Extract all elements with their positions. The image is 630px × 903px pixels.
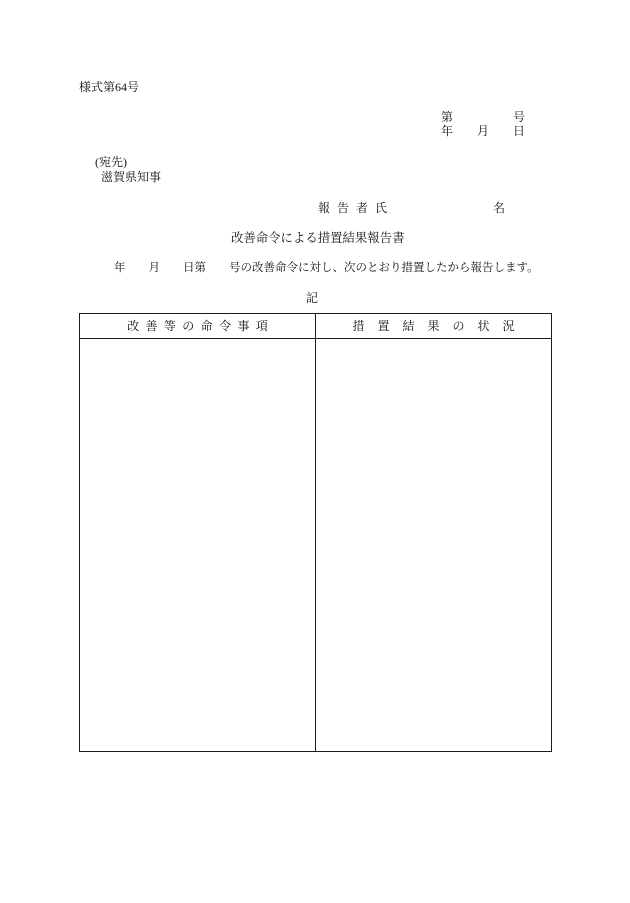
report-statement: 年 月 日第 号の改善命令に対し、次のとおり措置したから報告します。 [114, 262, 539, 274]
column-header-measure-results: 措 置 結 果 の 状 況 [316, 314, 551, 339]
order-items-cell [80, 339, 316, 751]
document-date: 年 月 日 [441, 124, 526, 138]
ki-heading: 記 [306, 291, 319, 305]
column-header-order-items: 改 善 等 の 命 令 事 項 [80, 314, 316, 339]
addressee: 滋賀県知事 [101, 170, 162, 184]
form-number: 様式第64号 [79, 80, 140, 94]
document-number: 第 号 [441, 110, 526, 124]
reporter-name-suffix: 名 [493, 201, 506, 215]
measure-results-cell [316, 339, 551, 751]
document-title: 改善命令による措置結果報告書 [231, 231, 405, 245]
reporter-name-label: 報 告 者 氏 [318, 201, 390, 215]
addressee-label: (宛先) [95, 155, 127, 169]
report-table [79, 313, 552, 752]
